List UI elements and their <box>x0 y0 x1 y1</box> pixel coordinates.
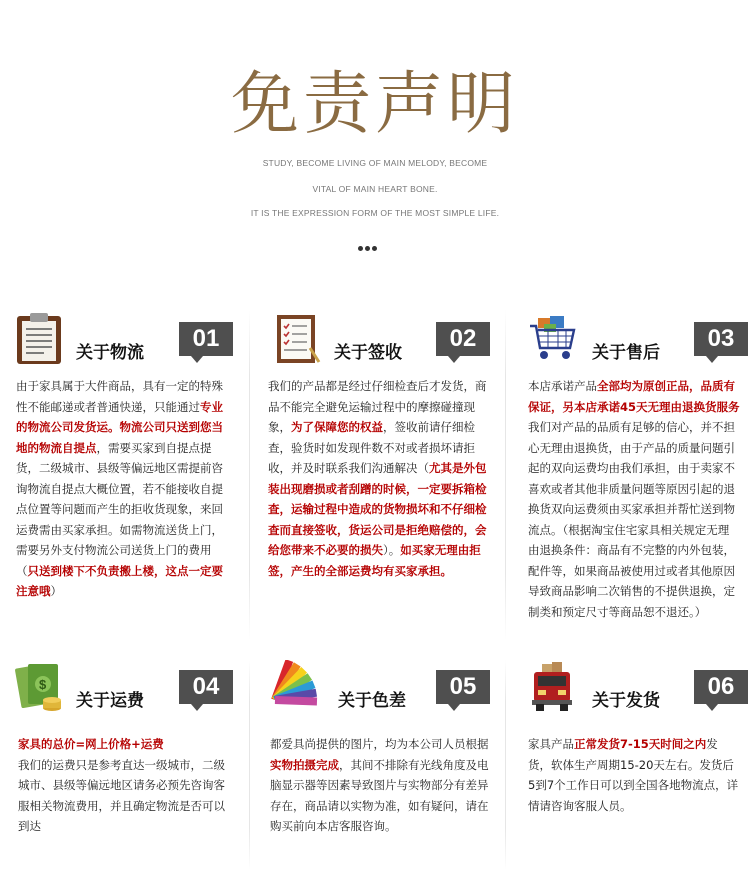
body-highlight: 实物拍摄完成 <box>270 757 339 772</box>
number-label: 03 <box>694 322 748 356</box>
page-title: 免责声明 <box>230 65 519 144</box>
body-text: ）。 <box>383 543 401 557</box>
number-badge <box>436 322 490 364</box>
body-text: 我们的运费只是参考直达一级城市，二级城市、县级等偏远地区请务必预先咨询客服相关物流费用，并且确定物流是否可以到达 <box>18 757 225 833</box>
section-delivery <box>528 660 750 813</box>
body-text: 由于家具属于大件商品，具有一定的特殊性不能邮递或者普通快递，只能通过 <box>16 379 223 414</box>
english-line-3: IT IS THE EXPRESSION FORM OF THE MOST SIMPLE LIFE. <box>250 208 500 218</box>
english-line-1: STUDY, BECOME LIVING OF MAIN MELODY, BECOME <box>262 158 488 168</box>
number-badge <box>179 670 233 712</box>
section-body <box>270 734 492 837</box>
column-divider <box>505 310 506 640</box>
section-body <box>18 734 230 837</box>
section-body <box>528 376 740 622</box>
body-highlight: 尤其是外包装出现磨损或者刮蹭的时候，一定要拆箱检查，运输过程中造成的货物损坏和不仔细检查而直接签收，货运公司是拒绝赔偿的，会给您带来不必要的损失 <box>268 461 487 557</box>
section-title: 关于色差 <box>338 691 406 711</box>
number-label: 01 <box>179 322 233 356</box>
svg-text:$: $ <box>39 677 47 692</box>
number-badge <box>694 322 748 364</box>
body-text: 本店承诺产品 <box>528 379 597 393</box>
color-swatch-icon <box>266 660 326 714</box>
body-highlight: 如买家无理由拒签，产生的全部运费均有买家承担。 <box>268 543 481 578</box>
section-signing <box>268 312 502 578</box>
body-text: 家具产品 <box>528 737 574 751</box>
number-badge <box>179 322 233 364</box>
checklist-icon <box>272 312 322 366</box>
body-highlight: 为了保障您的权益 <box>291 420 383 434</box>
section-title: 关于售后 <box>592 343 660 363</box>
section-body <box>268 376 490 581</box>
section-logistics <box>14 312 244 598</box>
clipboard-icon <box>14 312 64 366</box>
section-body <box>16 376 230 602</box>
body-highlight: 全部均为原创正品，品质有保证，另本店承诺45天无理由退换货服务 <box>528 379 740 414</box>
section-title: 关于签收 <box>334 343 402 363</box>
delivery-truck-icon <box>528 660 578 714</box>
body-text: ，需要买家到自提点提货，二级城市、县级等偏远地区需提前咨询物流自提点大概位置，若不能接收自提点位置等问题而产生的拒收货现象，来回运费需由买家承担。如需物流送货上门，需要另外支付物流公司送货上门的费用（ <box>16 440 223 578</box>
body-highlight: 正常发货7-15天时间之内 <box>574 737 707 751</box>
column-divider <box>249 310 250 640</box>
money-icon <box>14 660 64 714</box>
body-text: 我们的产品都是经过仔细检查后才发货，商品不能完全避免运输过程中的摩擦碰撞现象， <box>268 379 487 434</box>
body-text: ，其间不排除有光线角度及电脑显示器等因素导致图片与实物部分有差异存在，商品请以实物为准，如有疑问，请在购买前向本店客服咨询。 <box>270 757 489 833</box>
column-divider <box>505 660 506 870</box>
body-text: ） <box>50 584 62 598</box>
english-line-2: VITAL OF MAIN HEART BONE. <box>312 184 438 194</box>
dots-ornament <box>358 236 388 246</box>
number-label: 02 <box>436 322 490 356</box>
section-after-sales <box>528 312 750 619</box>
number-badge <box>694 670 748 712</box>
section-body <box>528 734 740 816</box>
body-text: 我们对产品的品质有足够的信心，并不担心无理由退换货，由于产品的质量问题引起的双向运费均由我们承担，由于卖家不喜欢或者其他非质量问题等原因引起的退换货双向运费须由买家承担并帮忙送到物流点。（根据淘宝住宅家具相关规定无理由退换条件：商品有不完整的内外包装，配件等，如果商品被使用过或者其他原因导致商品影响二次销售的不提供退换，定制类和预定尺寸等商品恕不退还。） <box>528 420 735 619</box>
body-highlight: 专业的物流公司发货运。物流公司只送到您当地的物流自提点 <box>16 399 223 455</box>
section-title: 关于运费 <box>76 691 144 711</box>
number-label: 05 <box>436 670 490 704</box>
body-text: 都爱具尚提供的图片，均为本公司人员根据 <box>270 737 489 751</box>
section-shipping-cost <box>14 660 244 833</box>
number-badge <box>436 670 490 712</box>
body-text: ，签收前请仔细检查，验货时如发现件数不对或者损坏请拒收，并及时联系我们沟通解决（ <box>268 420 475 475</box>
body-highlight: 只送到楼下不负责搬上楼，这点一定要注意哦 <box>16 563 223 598</box>
body-highlight: 家具的总价=网上价格+运费 <box>18 737 164 751</box>
section-title: 关于发货 <box>592 691 660 711</box>
shopping-cart-icon <box>528 312 578 366</box>
column-divider <box>249 660 250 870</box>
section-color-difference <box>266 660 496 833</box>
number-label: 04 <box>179 670 233 704</box>
section-title: 关于物流 <box>76 343 144 363</box>
body-text: 发货，软体生产周期15-20天左右。发货后5到7个工作日可以到全国各地物流点，详情请咨询客服人员。 <box>528 737 739 813</box>
number-label: 06 <box>694 670 748 704</box>
